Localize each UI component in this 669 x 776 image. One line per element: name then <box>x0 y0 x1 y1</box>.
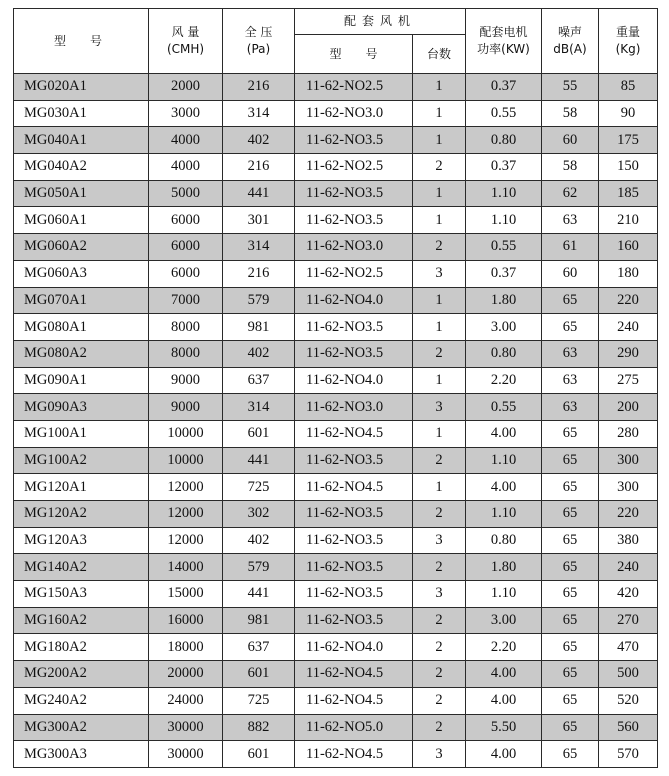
header-weight-label: 重量 <box>616 25 641 39</box>
cell-model: MG060A2 <box>14 234 149 261</box>
table-row <box>14 607 658 634</box>
cell-model: MG060A3 <box>14 260 149 287</box>
cell-airflow: 30000 <box>149 714 223 741</box>
header-motor-power <box>466 9 542 74</box>
cell-fan-model: 11-62-NO4.0 <box>295 287 413 314</box>
cell-noise: 65 <box>542 741 599 768</box>
cell-model: MG030A1 <box>14 100 149 127</box>
cell-airflow: 8000 <box>149 340 223 367</box>
cell-pressure: 402 <box>223 127 295 154</box>
cell-weight: 420 <box>599 581 658 608</box>
cell-airflow: 7000 <box>149 287 223 314</box>
cell-airflow: 6000 <box>149 234 223 261</box>
cell-airflow: 12000 <box>149 474 223 501</box>
cell-noise: 65 <box>542 554 599 581</box>
cell-fan-model: 11-62-NO3.5 <box>295 340 413 367</box>
cell-motor-power: 1.80 <box>466 554 542 581</box>
cell-noise: 65 <box>542 714 599 741</box>
cell-pressure: 441 <box>223 581 295 608</box>
cell-fan-model: 11-62-NO3.0 <box>295 100 413 127</box>
cell-airflow: 9000 <box>149 394 223 421</box>
cell-weight: 210 <box>599 207 658 234</box>
cell-fan-model: 11-62-NO4.0 <box>295 367 413 394</box>
cell-airflow: 20000 <box>149 661 223 688</box>
cell-motor-power: 3.00 <box>466 314 542 341</box>
cell-motor-power: 4.00 <box>466 420 542 447</box>
cell-model: MG020A1 <box>14 74 149 101</box>
header-pressure-label: 全 压 <box>244 25 273 39</box>
cell-airflow: 18000 <box>149 634 223 661</box>
cell-motor-power: 4.00 <box>466 474 542 501</box>
table-row <box>14 367 658 394</box>
header-motor-line2: 功率(KW) <box>477 42 530 56</box>
cell-fan-count: 2 <box>413 154 466 181</box>
cell-fan-count: 1 <box>413 100 466 127</box>
cell-model: MG120A2 <box>14 501 149 528</box>
cell-motor-power: 0.55 <box>466 234 542 261</box>
table-row <box>14 127 658 154</box>
cell-noise: 65 <box>542 287 599 314</box>
cell-motor-power: 0.80 <box>466 127 542 154</box>
cell-model: MG090A3 <box>14 394 149 421</box>
header-fan-model <box>295 35 413 74</box>
header-pressure <box>223 9 295 74</box>
cell-fan-count: 3 <box>413 581 466 608</box>
cell-noise: 55 <box>542 74 599 101</box>
cell-noise: 65 <box>542 527 599 554</box>
cell-airflow: 8000 <box>149 314 223 341</box>
cell-noise: 63 <box>542 340 599 367</box>
cell-pressure: 314 <box>223 394 295 421</box>
table-row <box>14 741 658 768</box>
cell-fan-count: 2 <box>413 634 466 661</box>
cell-noise: 60 <box>542 127 599 154</box>
cell-weight: 175 <box>599 127 658 154</box>
cell-motor-power: 0.80 <box>466 527 542 554</box>
cell-noise: 65 <box>542 607 599 634</box>
table-row <box>14 180 658 207</box>
cell-weight: 240 <box>599 314 658 341</box>
cell-fan-count: 3 <box>413 741 466 768</box>
table-row <box>14 74 658 101</box>
cell-airflow: 14000 <box>149 554 223 581</box>
header-motor-line1: 配套电机 <box>479 25 528 39</box>
cell-pressure: 302 <box>223 501 295 528</box>
cell-model: MG300A3 <box>14 741 149 768</box>
cell-pressure: 725 <box>223 474 295 501</box>
cell-pressure: 601 <box>223 661 295 688</box>
cell-motor-power: 1.10 <box>466 447 542 474</box>
cell-weight: 220 <box>599 501 658 528</box>
cell-model: MG160A2 <box>14 607 149 634</box>
cell-weight: 570 <box>599 741 658 768</box>
cell-airflow: 9000 <box>149 367 223 394</box>
cell-noise: 62 <box>542 180 599 207</box>
cell-weight: 90 <box>599 100 658 127</box>
header-airflow-unit: (CMH) <box>166 42 205 56</box>
table-row <box>14 287 658 314</box>
cell-airflow: 30000 <box>149 741 223 768</box>
table-row <box>14 260 658 287</box>
cell-fan-count: 1 <box>413 207 466 234</box>
cell-fan-count: 3 <box>413 394 466 421</box>
table-row <box>14 527 658 554</box>
cell-weight: 300 <box>599 447 658 474</box>
cell-fan-model: 11-62-NO3.5 <box>295 447 413 474</box>
cell-pressure: 637 <box>223 634 295 661</box>
cell-pressure: 216 <box>223 74 295 101</box>
cell-weight: 240 <box>599 554 658 581</box>
cell-weight: 275 <box>599 367 658 394</box>
cell-fan-count: 2 <box>413 340 466 367</box>
cell-model: MG070A1 <box>14 287 149 314</box>
cell-airflow: 12000 <box>149 501 223 528</box>
cell-fan-model: 11-62-NO3.0 <box>295 394 413 421</box>
cell-model: MG060A1 <box>14 207 149 234</box>
cell-airflow: 10000 <box>149 447 223 474</box>
cell-model: MG140A2 <box>14 554 149 581</box>
cell-model: MG080A1 <box>14 314 149 341</box>
table-row <box>14 581 658 608</box>
cell-model: MG050A1 <box>14 180 149 207</box>
cell-pressure: 725 <box>223 687 295 714</box>
cell-motor-power: 1.10 <box>466 581 542 608</box>
cell-motor-power: 2.20 <box>466 634 542 661</box>
cell-noise: 65 <box>542 634 599 661</box>
cell-airflow: 2000 <box>149 74 223 101</box>
table-row <box>14 447 658 474</box>
cell-fan-count: 1 <box>413 314 466 341</box>
header-fan-group-label: 配套风机 <box>344 14 417 28</box>
cell-fan-count: 2 <box>413 234 466 261</box>
cell-noise: 63 <box>542 394 599 421</box>
cell-motor-power: 0.37 <box>466 154 542 181</box>
cell-motor-power: 4.00 <box>466 661 542 688</box>
cell-motor-power: 2.20 <box>466 367 542 394</box>
cell-motor-power: 1.10 <box>466 180 542 207</box>
cell-fan-model: 11-62-NO4.5 <box>295 474 413 501</box>
cell-fan-model: 11-62-NO3.5 <box>295 581 413 608</box>
cell-weight: 280 <box>599 420 658 447</box>
header-noise-label: 噪声 <box>558 25 583 39</box>
cell-fan-count: 2 <box>413 607 466 634</box>
cell-fan-count: 1 <box>413 420 466 447</box>
table-row <box>14 234 658 261</box>
table-row <box>14 661 658 688</box>
header-weight <box>599 9 658 74</box>
cell-noise: 65 <box>542 314 599 341</box>
cell-fan-model: 11-62-NO3.5 <box>295 127 413 154</box>
cell-motor-power: 4.00 <box>466 741 542 768</box>
cell-weight: 85 <box>599 74 658 101</box>
cell-pressure: 882 <box>223 714 295 741</box>
header-model <box>14 9 149 74</box>
cell-airflow: 4000 <box>149 154 223 181</box>
table-row <box>14 100 658 127</box>
cell-airflow: 4000 <box>149 127 223 154</box>
cell-airflow: 12000 <box>149 527 223 554</box>
cell-airflow: 5000 <box>149 180 223 207</box>
cell-noise: 65 <box>542 420 599 447</box>
cell-weight: 500 <box>599 661 658 688</box>
table-header <box>14 9 658 74</box>
cell-pressure: 601 <box>223 741 295 768</box>
cell-weight: 185 <box>599 180 658 207</box>
cell-noise: 65 <box>542 474 599 501</box>
cell-fan-model: 11-62-NO3.5 <box>295 554 413 581</box>
cell-noise: 58 <box>542 100 599 127</box>
cell-fan-model: 11-62-NO3.5 <box>295 180 413 207</box>
cell-model: MG120A3 <box>14 527 149 554</box>
cell-pressure: 579 <box>223 554 295 581</box>
cell-pressure: 981 <box>223 607 295 634</box>
table-row <box>14 420 658 447</box>
cell-airflow: 16000 <box>149 607 223 634</box>
cell-weight: 470 <box>599 634 658 661</box>
cell-noise: 65 <box>542 447 599 474</box>
header-fan-model-label: 型 号 <box>329 46 378 61</box>
cell-weight: 150 <box>599 154 658 181</box>
header-model-label: 型 号 <box>53 33 108 48</box>
table-row <box>14 501 658 528</box>
cell-fan-count: 2 <box>413 447 466 474</box>
cell-fan-count: 2 <box>413 687 466 714</box>
cell-pressure: 402 <box>223 527 295 554</box>
cell-motor-power: 0.80 <box>466 340 542 367</box>
cell-motor-power: 0.55 <box>466 100 542 127</box>
cell-fan-model: 11-62-NO2.5 <box>295 260 413 287</box>
cell-motor-power: 0.37 <box>466 74 542 101</box>
cell-model: MG040A2 <box>14 154 149 181</box>
cell-fan-count: 1 <box>413 127 466 154</box>
spec-table <box>13 8 658 768</box>
header-fan-count-label: 台数 <box>427 46 452 61</box>
cell-motor-power: 1.80 <box>466 287 542 314</box>
cell-fan-model: 11-62-NO3.0 <box>295 234 413 261</box>
cell-fan-model: 11-62-NO4.5 <box>295 420 413 447</box>
header-fan-group <box>295 9 466 35</box>
cell-weight: 200 <box>599 394 658 421</box>
cell-fan-count: 1 <box>413 474 466 501</box>
cell-fan-model: 11-62-NO2.5 <box>295 154 413 181</box>
cell-airflow: 10000 <box>149 420 223 447</box>
table-row <box>14 714 658 741</box>
cell-pressure: 441 <box>223 447 295 474</box>
cell-fan-count: 2 <box>413 554 466 581</box>
table-row <box>14 474 658 501</box>
table-row <box>14 314 658 341</box>
cell-weight: 300 <box>599 474 658 501</box>
cell-noise: 65 <box>542 501 599 528</box>
cell-motor-power: 0.55 <box>466 394 542 421</box>
header-airflow <box>149 9 223 74</box>
cell-fan-count: 2 <box>413 714 466 741</box>
cell-model: MG100A1 <box>14 420 149 447</box>
cell-airflow: 6000 <box>149 207 223 234</box>
cell-noise: 61 <box>542 234 599 261</box>
cell-pressure: 314 <box>223 100 295 127</box>
cell-fan-model: 11-62-NO4.5 <box>295 687 413 714</box>
cell-fan-model: 11-62-NO3.5 <box>295 527 413 554</box>
header-pressure-unit: (Pa) <box>246 42 271 56</box>
cell-fan-count: 3 <box>413 260 466 287</box>
cell-motor-power: 0.37 <box>466 260 542 287</box>
header-weight-unit: (Kg) <box>615 42 641 56</box>
table-row <box>14 687 658 714</box>
cell-noise: 60 <box>542 260 599 287</box>
cell-fan-count: 1 <box>413 287 466 314</box>
cell-model: MG240A2 <box>14 687 149 714</box>
cell-pressure: 579 <box>223 287 295 314</box>
cell-motor-power: 1.10 <box>466 501 542 528</box>
cell-noise: 65 <box>542 687 599 714</box>
table-row <box>14 340 658 367</box>
cell-pressure: 301 <box>223 207 295 234</box>
cell-noise: 63 <box>542 367 599 394</box>
cell-pressure: 637 <box>223 367 295 394</box>
table-row <box>14 154 658 181</box>
table-row <box>14 394 658 421</box>
cell-pressure: 216 <box>223 260 295 287</box>
header-noise-unit: dB(A) <box>553 42 587 56</box>
cell-motor-power: 5.50 <box>466 714 542 741</box>
cell-model: MG090A1 <box>14 367 149 394</box>
cell-fan-count: 2 <box>413 501 466 528</box>
cell-fan-count: 1 <box>413 367 466 394</box>
cell-model: MG150A3 <box>14 581 149 608</box>
cell-weight: 180 <box>599 260 658 287</box>
cell-weight: 270 <box>599 607 658 634</box>
cell-noise: 63 <box>542 207 599 234</box>
cell-fan-model: 11-62-NO5.0 <box>295 714 413 741</box>
cell-pressure: 314 <box>223 234 295 261</box>
cell-airflow: 15000 <box>149 581 223 608</box>
cell-weight: 160 <box>599 234 658 261</box>
table-row <box>14 634 658 661</box>
cell-model: MG300A2 <box>14 714 149 741</box>
table-row <box>14 207 658 234</box>
cell-fan-count: 1 <box>413 74 466 101</box>
cell-pressure: 402 <box>223 340 295 367</box>
cell-noise: 65 <box>542 581 599 608</box>
cell-pressure: 601 <box>223 420 295 447</box>
header-noise <box>542 9 599 74</box>
cell-fan-model: 11-62-NO2.5 <box>295 74 413 101</box>
cell-pressure: 981 <box>223 314 295 341</box>
cell-weight: 290 <box>599 340 658 367</box>
header-airflow-label: 风 量 <box>171 25 200 39</box>
cell-weight: 520 <box>599 687 658 714</box>
cell-weight: 560 <box>599 714 658 741</box>
cell-noise: 58 <box>542 154 599 181</box>
cell-motor-power: 1.10 <box>466 207 542 234</box>
header-fan-count <box>413 35 466 74</box>
cell-model: MG180A2 <box>14 634 149 661</box>
cell-fan-model: 11-62-NO3.5 <box>295 607 413 634</box>
cell-fan-model: 11-62-NO3.5 <box>295 501 413 528</box>
cell-weight: 380 <box>599 527 658 554</box>
cell-noise: 65 <box>542 661 599 688</box>
cell-motor-power: 4.00 <box>466 687 542 714</box>
cell-airflow: 24000 <box>149 687 223 714</box>
cell-fan-model: 11-62-NO3.5 <box>295 207 413 234</box>
cell-weight: 220 <box>599 287 658 314</box>
cell-model: MG080A2 <box>14 340 149 367</box>
cell-pressure: 441 <box>223 180 295 207</box>
table-row <box>14 554 658 581</box>
cell-motor-power: 3.00 <box>466 607 542 634</box>
cell-model: MG200A2 <box>14 661 149 688</box>
cell-model: MG100A2 <box>14 447 149 474</box>
cell-fan-count: 2 <box>413 661 466 688</box>
cell-fan-model: 11-62-NO3.5 <box>295 314 413 341</box>
table-body <box>14 74 658 768</box>
cell-fan-model: 11-62-NO4.0 <box>295 634 413 661</box>
cell-model: MG120A1 <box>14 474 149 501</box>
cell-fan-count: 3 <box>413 527 466 554</box>
cell-airflow: 3000 <box>149 100 223 127</box>
cell-airflow: 6000 <box>149 260 223 287</box>
cell-fan-count: 1 <box>413 180 466 207</box>
cell-pressure: 216 <box>223 154 295 181</box>
cell-fan-model: 11-62-NO4.5 <box>295 741 413 768</box>
cell-fan-model: 11-62-NO4.5 <box>295 661 413 688</box>
cell-model: MG040A1 <box>14 127 149 154</box>
